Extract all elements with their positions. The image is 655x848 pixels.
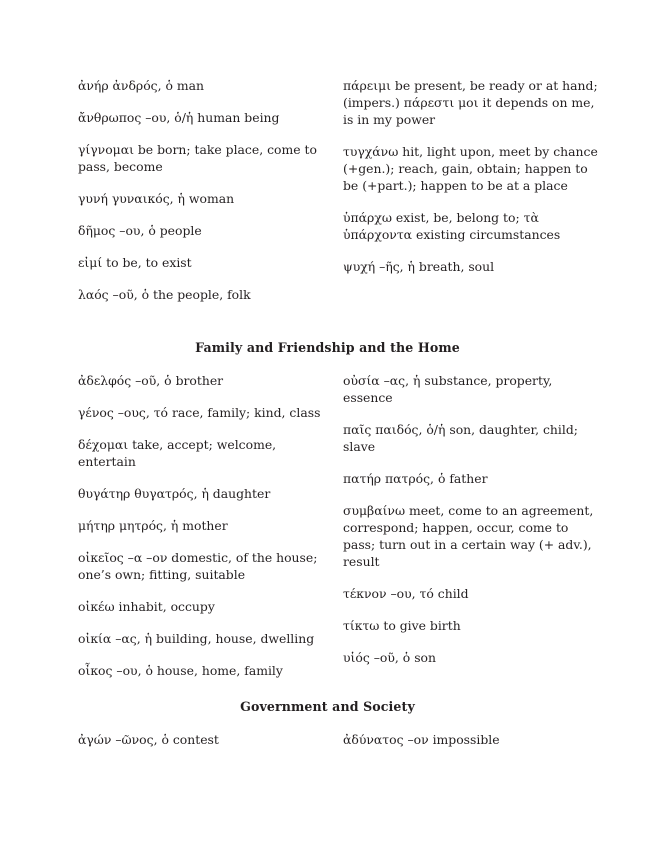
vocab-entry: ἀγών –ῶνος, ὁ contest	[78, 732, 219, 747]
section-government-columns	[78, 731, 598, 763]
right-column	[343, 77, 598, 318]
vocab-entry: ψυχή –ῆς, ἡ breath, soul	[343, 259, 495, 274]
vocab-entry: ἀνήρ ἀνδρός, ὁ man	[78, 78, 204, 93]
vocab-entry: μήτηρ μητρός, ἡ mother	[78, 518, 228, 533]
left-column	[78, 731, 336, 763]
vocab-entry: δέχομαι take, accept; welcome, entertain	[78, 437, 277, 469]
section-family-columns	[78, 372, 598, 694]
vocab-entry: πατήρ πατρός, ὁ father	[343, 471, 488, 486]
vocab-entry: ἀδελφός –οῦ, ὁ brother	[78, 373, 224, 388]
vocab-entry: τίκτω to give birth	[343, 618, 461, 633]
right-column	[343, 372, 598, 694]
left-column	[78, 77, 336, 318]
vocab-entry: εἰμί to be, to exist	[78, 255, 192, 270]
vocab-entry: τέκνον –ου, τό child	[343, 586, 469, 601]
vocab-entry: γένος –ους, τό race, family; kind, class	[78, 405, 321, 420]
vocab-entry: οἰκέω inhabit, occupy	[78, 599, 215, 614]
vocab-entry: οἶκος –ου, ὁ house, home, family	[78, 663, 283, 678]
vocab-entry: οὐσία –ας, ἡ substance, property, essence	[343, 373, 553, 405]
vocab-entry: πάρειμι be present, be ready or at hand; (impers.) πάρεστι μοι it depends on me, is in my power	[343, 78, 598, 127]
vocab-entry: θυγάτηρ θυγατρός, ἡ daughter	[78, 486, 271, 501]
vocab-entry: συμβαίνω meet, come to an agreement, correspond; happen, occur, come to pass; turn out in a certain way (+ adv.), result	[343, 503, 594, 569]
section-general-columns	[78, 77, 598, 318]
vocab-entry: ὑπάρχω exist, be, belong to; τὰ ὑπάρχοντα existing circumstances	[343, 210, 561, 242]
vocab-entry: δῆμος –ου, ὁ people	[78, 223, 202, 238]
vocab-entry: γίγνομαι be born; take place, come to pass, become	[78, 142, 317, 174]
vocab-entry: τυγχάνω hit, light upon, meet by chance (+gen.); reach, gain, obtain; happen to be (+part.); happen to be at a place	[343, 144, 598, 193]
vocab-entry: ἀδύνατος –ον impossible	[343, 732, 500, 747]
left-column	[78, 372, 336, 694]
vocab-entry: παῖς παιδός, ὁ/ἡ son, daughter, child; slave	[343, 422, 578, 454]
vocab-entry: ἄνθρωπος –ου, ὁ/ἡ human being	[78, 110, 280, 125]
vocab-entry: λαός –οῦ, ὁ the people, folk	[78, 287, 251, 302]
vocab-entry: οἰκεῖος –α –ον domestic, of the house; one’s own; fitting, suitable	[78, 550, 318, 582]
vocab-entry: υἱός –οῦ, ὁ son	[343, 650, 436, 665]
section-heading-government: Government and Society	[240, 699, 415, 714]
right-column	[343, 731, 598, 763]
vocab-entry: οἰκία –ας, ἡ building, house, dwelling	[78, 631, 315, 646]
section-heading-family: Family and Friendship and the Home	[195, 340, 460, 355]
vocab-entry: γυνή γυναικός, ἡ woman	[78, 191, 235, 206]
